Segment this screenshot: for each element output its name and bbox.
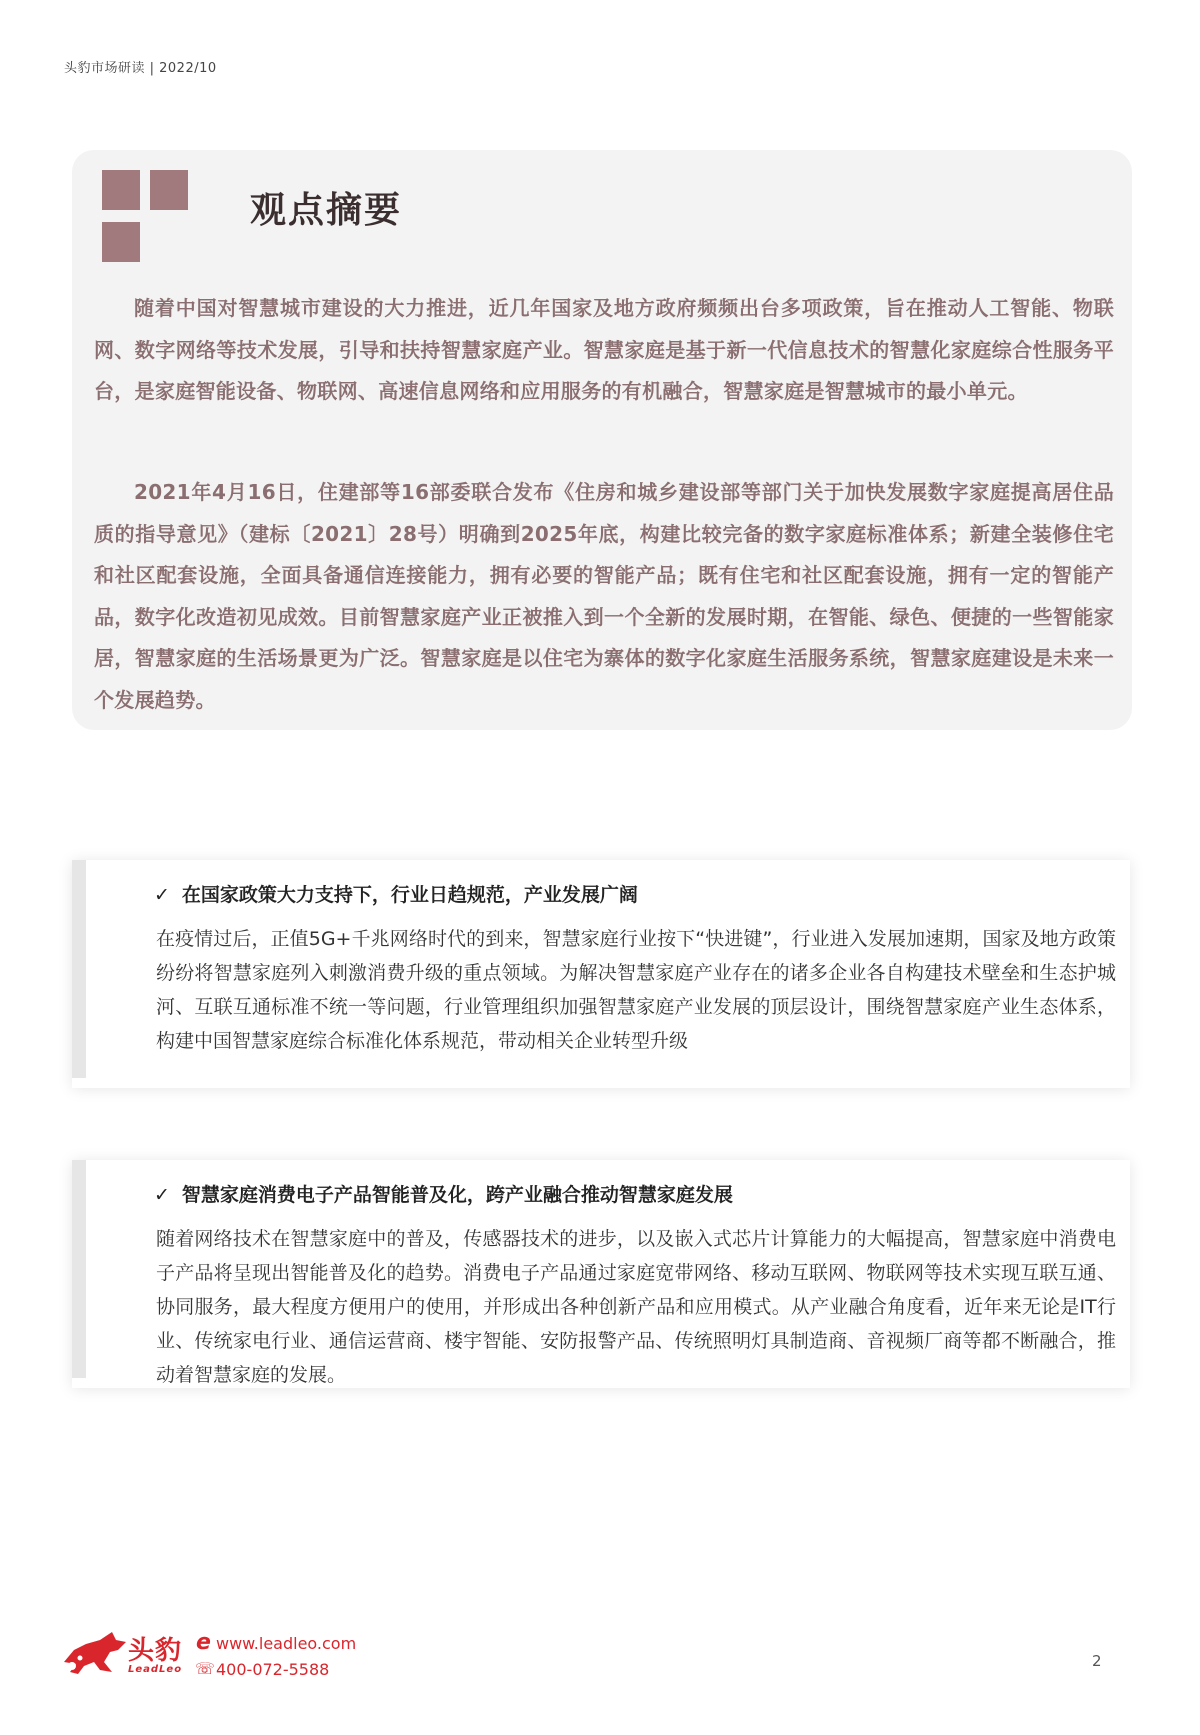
summary-paragraph: 随着中国对智慧城市建设的大力推进，近几年国家及地方政府频频出台多项政策，旨在推动人工智能、物联网、数字网络等技术发展，引导和扶持智慧家庭产业。智慧家庭是基于新一代信息技术的智慧化家庭综合性服务平台，是家庭智能设备、物联网、高速信息网络和应用服务的有机融合，智慧家庭是智慧城市的最小单元。: [94, 296, 1114, 403]
check-icon: ✓: [154, 1184, 170, 1206]
brand-name-en: LeadLeo: [128, 1664, 183, 1675]
decor-square: [102, 222, 140, 262]
highlight-card: [72, 1160, 1130, 1388]
web-icon: e: [196, 1630, 211, 1655]
summary-paragraph: 2021年4月16日，住建部等16部委联合发布《住房和城乡建设部等部门关于加快发展数字家庭提高居住品质的指导意见》（建标〔2021〕28号）明确到2025年底，构建比较完备的数字家庭标准体系；新建全装修住宅和社区配套设施，全面具备通信连接能力，拥有必要的智能产品；既有住宅和社区配套设施，拥有一定的智能产品，数字化改造初见成效。目前智慧家庭产业正被推入到一个全新的发展时期，在智能、绿色、便捷的一些智能家居，智慧家庭的生活场景更为广泛。智慧家庭是以住宅为寨体的数字化家庭生活服务系统，智慧家庭建设是未来一个发展趋势。: [94, 480, 1114, 712]
highlight-card: [72, 860, 1130, 1088]
card-accent-bar: [72, 1160, 86, 1378]
summary-box: [72, 150, 1132, 730]
brand-name: 头豹: [128, 1636, 183, 1666]
card-text: 随着网络技术在智慧家庭中的普及，传感器技术的进步，以及嵌入式芯片计算能力的大幅提高，智慧家庭中消费电子产品将呈现出智能普及化的趋势。消费电子产品通过家庭宽带网络、移动互联网、物联网等技术实现互联互通、协同服务，最大程度方便用户的使用，并形成出各种创新产品和应用模式。从产业融合角度看，近年来无论是IT行业、传统家电行业、通信运营商、楼宇智能、安防报警产品、传统照明灯具制造商、音视频厂商等都不断融合，推动着智慧家庭的发展。: [156, 1228, 1116, 1386]
leopard-logo-icon: [60, 1628, 130, 1678]
card-title: [154, 880, 638, 907]
summary-title: 观点摘要: [250, 190, 403, 231]
check-icon: ✓: [154, 884, 170, 906]
page-header: 头豹市场研读 | 2022/10: [64, 61, 217, 76]
card-title-text: 在国家政策大力支持下，行业日趋规范，产业发展广阔: [181, 884, 638, 906]
card-title: [154, 1180, 733, 1207]
decor-square: [150, 170, 188, 210]
card-text: 在疫情过后，正值5G+千兆网络时代的到来，智慧家庭行业按下“快进键”，行业进入发展加速期，国家及地方政策纷纷将智慧家庭列入刺激消费升级的重点领域。为解决智慧家庭产业存在的诸多企业各自构建技术壁垒和生态护城河、互联互通标准不统一等问题，行业管理组织加强智慧家庭产业发展的顶层设计，围绕智慧家庭产业生态体系，构建中国智慧家庭综合标准化体系规范，带动相关企业转型升级: [156, 928, 1116, 1052]
card-accent-bar: [72, 860, 86, 1078]
website-link[interactable]: www.leadleo.com: [216, 1634, 357, 1653]
page-number: 2: [1092, 1652, 1102, 1670]
decor-square: [102, 170, 140, 210]
phone-number: 400-072-5588: [216, 1660, 330, 1679]
card-title-text: 智慧家庭消费电子产品智能普及化，跨产业融合推动智慧家庭发展: [181, 1184, 733, 1206]
phone-icon: ☏: [195, 1659, 216, 1678]
